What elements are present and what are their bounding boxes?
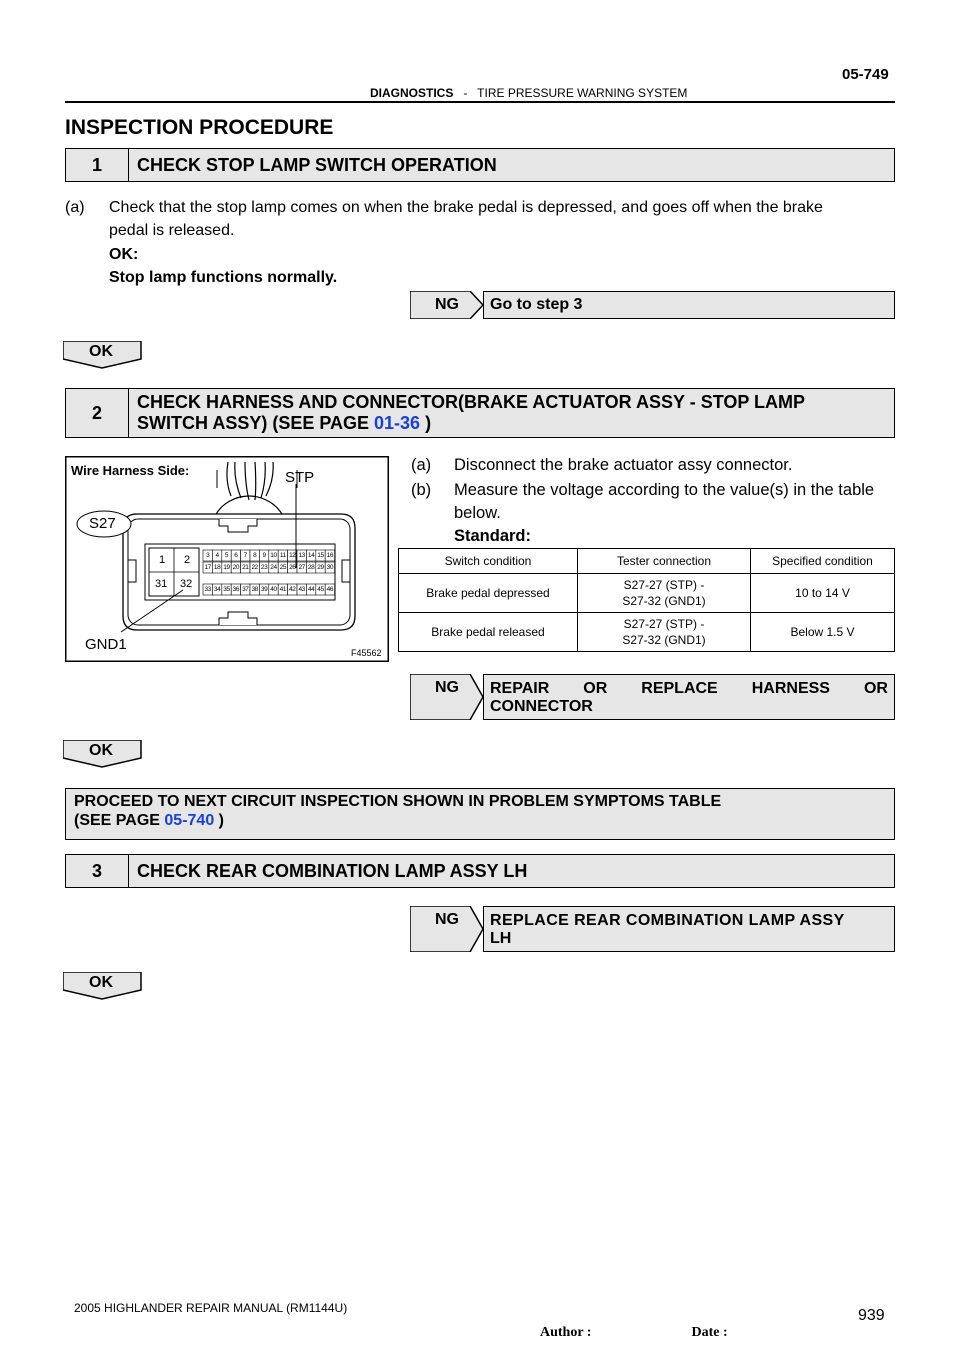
proceed-line2-suffix: ) xyxy=(214,812,224,829)
pin-1: 1 xyxy=(159,554,166,566)
header-section: DIAGNOSTICS xyxy=(370,86,454,100)
pin-number: 12 xyxy=(289,552,296,559)
connector-id-label: S27 xyxy=(89,515,116,532)
step-2-item-b-line1: Measure the voltage according to the value(s) in the table xyxy=(454,481,875,499)
pin-number: 18 xyxy=(213,564,221,571)
pin-number: 9 xyxy=(262,552,266,559)
header-rule xyxy=(65,101,895,103)
pin-number: 44 xyxy=(307,586,315,593)
step-2-label-line2-prefix: SWITCH ASSY) (SEE PAGE xyxy=(137,413,375,433)
step-2-ok-tag: OK xyxy=(89,742,113,759)
pin-number: 3 xyxy=(206,552,210,559)
table-header: Specified condition xyxy=(751,549,895,574)
header-separator: - xyxy=(463,86,468,100)
header-subsection: TIRE PRESSURE WARNING SYSTEM xyxy=(477,86,688,100)
connector-figure xyxy=(65,456,389,662)
step-3-ok-branch xyxy=(63,972,143,998)
step-3-ng-tag: NG xyxy=(435,911,459,928)
ng-action-line2: LH xyxy=(490,930,512,947)
pin-number: 8 xyxy=(253,552,257,559)
pin-number: 37 xyxy=(242,586,249,593)
step-2-ng-tag: NG xyxy=(435,679,459,696)
ng-action-word: OR xyxy=(863,680,888,697)
step-3-ng-branch xyxy=(410,906,895,952)
pin-gnd-label: GND1 xyxy=(85,636,127,653)
pin-number: 11 xyxy=(279,552,286,559)
pin-number: 5 xyxy=(224,552,229,559)
pin-number: 40 xyxy=(270,586,277,593)
pin-number: 39 xyxy=(260,586,268,593)
step-1-label: CHECK STOP LAMP SWITCH OPERATION xyxy=(137,154,497,175)
step-3-box xyxy=(65,854,895,888)
table-row xyxy=(399,613,895,652)
pin-number: 23 xyxy=(260,564,268,571)
pin-number: 4 xyxy=(215,552,219,559)
pin-number: 45 xyxy=(317,586,324,593)
table-row xyxy=(399,574,895,613)
figure-title: Wire Harness Side: xyxy=(71,463,190,478)
pin-number: 7 xyxy=(243,552,247,559)
proceed-line1: PROCEED TO NEXT CIRCUIT INSPECTION SHOWN IN PROBLEM SYMPTOMS TABLE xyxy=(74,793,722,810)
step-2-item-a-marker: (a) xyxy=(411,456,432,474)
footer-manual: 2005 HIGHLANDER REPAIR MANUAL (RM1144U) xyxy=(74,1301,348,1315)
step-2-ng-branch xyxy=(410,674,895,720)
table-cell-spec: 10 to 14 V xyxy=(751,574,895,613)
table-header-row xyxy=(399,549,895,574)
footer-author-date xyxy=(540,1325,728,1341)
pin-number: 43 xyxy=(298,586,305,593)
table-cell-condition: Brake pedal depressed xyxy=(399,574,578,613)
step-2-item-b-line2: below. xyxy=(454,504,501,522)
page-title: INSPECTION PROCEDURE xyxy=(65,116,334,139)
step-1-ng-tag: NG xyxy=(435,296,459,313)
step-1-ok-tag: OK xyxy=(89,343,113,360)
step-2-label-line2 xyxy=(137,413,805,434)
pin-number: 21 xyxy=(242,564,249,571)
pin-number: 26 xyxy=(289,564,296,571)
pin-number: 46 xyxy=(326,586,334,593)
footer-date-label: Date : xyxy=(691,1325,728,1340)
step-2-box xyxy=(65,388,895,438)
pin-number: 34 xyxy=(213,586,221,593)
step-2-ok-branch xyxy=(63,740,143,766)
step-1-ng-branch xyxy=(410,291,895,319)
table-cell-spec: Below 1.5 V xyxy=(751,613,895,652)
connection-line2: S27-32 (GND1) xyxy=(622,633,706,647)
step-1-box xyxy=(65,148,895,182)
pin-number: 16 xyxy=(326,552,334,559)
step-1-ng-action[interactable]: Go to step 3 xyxy=(483,291,895,319)
pin-number: 30 xyxy=(326,564,334,571)
pin-number: 35 xyxy=(223,586,230,593)
step-2-page-link[interactable]: 01-36 xyxy=(374,413,421,433)
step-1-number: 1 xyxy=(66,149,129,181)
step-1-ok-heading: OK: xyxy=(109,246,139,263)
table-header: Tester connection xyxy=(578,549,751,574)
pin-number: 20 xyxy=(232,564,240,571)
figure-id: F45562 xyxy=(351,648,382,658)
step-1-item-a-line2: pedal is released. xyxy=(109,222,235,239)
pin-number: 17 xyxy=(204,564,211,571)
pin-31: 31 xyxy=(155,578,168,590)
table-cell-connection xyxy=(578,613,751,652)
pin-number: 29 xyxy=(317,564,324,571)
pin-32: 32 xyxy=(180,578,193,590)
step-3-ok-tag: OK xyxy=(89,974,113,991)
pin-stp-label: STP xyxy=(285,469,315,486)
pin-number: 22 xyxy=(251,564,258,571)
pin-number: 42 xyxy=(289,586,296,593)
ng-action-line1: REPLACE REAR COMBINATION LAMP ASSY xyxy=(490,912,845,929)
step-2-item-a: Disconnect the brake actuator assy connector. xyxy=(454,456,793,474)
proceed-box xyxy=(65,788,895,840)
connection-line1: S27-27 (STP) - xyxy=(623,578,705,592)
pin-number: 27 xyxy=(298,564,305,571)
footer-author-label: Author : xyxy=(540,1325,592,1340)
ng-action-word: REPAIR xyxy=(490,680,550,697)
pin-number: 25 xyxy=(279,564,287,571)
pin-number: 24 xyxy=(270,564,277,571)
pin-number: 14 xyxy=(307,552,315,559)
pin-number: 6 xyxy=(234,552,238,559)
step-1-item-a-marker: (a) xyxy=(65,199,85,216)
proceed-line2-prefix: (SEE PAGE xyxy=(74,812,165,829)
pin-number: 10 xyxy=(270,552,277,559)
step-2-item-b-marker: (b) xyxy=(411,481,432,499)
step-1-item-a-line1: Check that the stop lamp comes on when the brake pedal is depressed, and goes off when the brake xyxy=(109,199,823,216)
step-2-standard: Standard: xyxy=(454,527,532,545)
connection-line2: S27-32 (GND1) xyxy=(622,594,706,608)
ng-action-line1 xyxy=(490,680,888,698)
connection-line1: S27-27 (STP) - xyxy=(623,617,705,631)
ng-action-word: REPLACE xyxy=(641,680,718,697)
pin-number: 15 xyxy=(317,552,324,559)
step-3-label: CHECK REAR COMBINATION LAMP ASSY LH xyxy=(137,860,528,881)
pin-number: 33 xyxy=(204,586,211,593)
proceed-line2 xyxy=(74,811,886,830)
pin-number: 13 xyxy=(298,552,305,559)
table-header: Switch condition xyxy=(399,549,578,574)
proceed-page-link[interactable]: 05-740 xyxy=(164,812,215,829)
pin-number: 36 xyxy=(232,586,240,593)
pin-2: 2 xyxy=(184,554,191,566)
ng-action-word: HARNESS xyxy=(751,680,830,697)
step-2-number: 2 xyxy=(66,389,129,437)
table-cell-condition: Brake pedal released xyxy=(399,613,578,652)
ng-action-line2: CONNECTOR xyxy=(490,698,593,715)
step-3-ng-action[interactable] xyxy=(483,906,895,952)
table-cell-connection xyxy=(578,574,751,613)
page-header xyxy=(370,86,687,100)
step-2-ng-action[interactable] xyxy=(483,674,895,720)
step-1-ok-branch xyxy=(63,341,143,367)
step-2-label-line1: CHECK HARNESS AND CONNECTOR(BRAKE ACTUATOR ASSY - STOP LAMP xyxy=(137,392,806,412)
step-2-label-line2-suffix: ) xyxy=(420,413,432,433)
pin-number: 38 xyxy=(251,586,258,593)
step-1-ok-text: Stop lamp functions normally. xyxy=(109,269,338,286)
pin-number: 19 xyxy=(223,564,230,571)
ng-action-word: OR xyxy=(583,680,608,697)
header-page-code: 05-749 xyxy=(842,66,889,83)
step-2-label xyxy=(129,392,805,434)
step-3-number: 3 xyxy=(66,855,129,887)
pin-number: 28 xyxy=(307,564,315,571)
spec-table xyxy=(398,548,895,652)
footer-page-number: 939 xyxy=(858,1307,885,1324)
pin-number: 41 xyxy=(279,586,287,593)
